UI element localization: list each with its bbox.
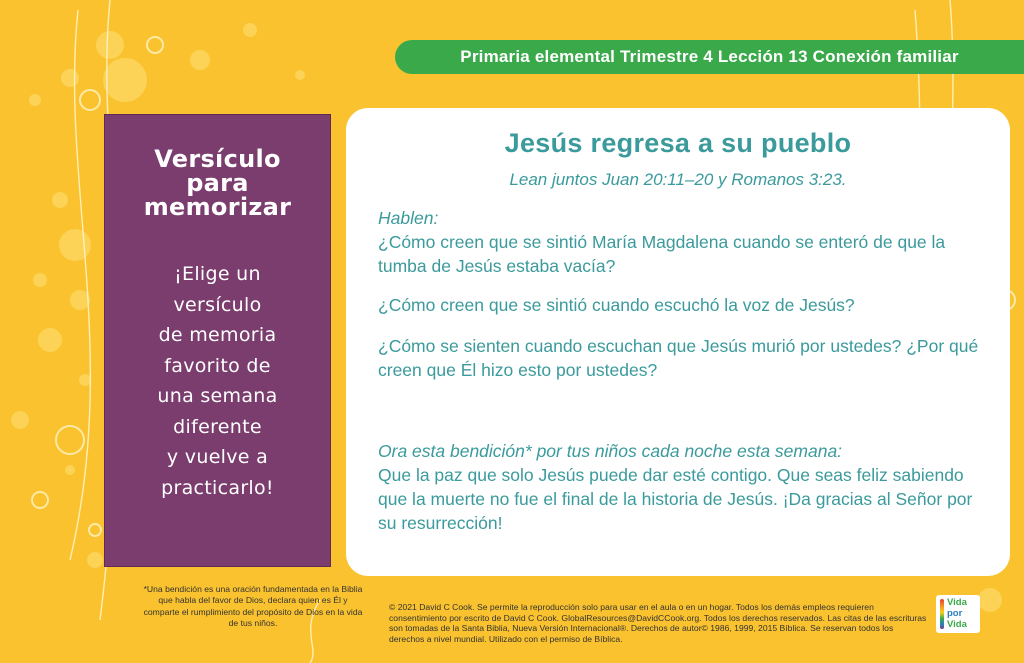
logo-line: Vida (947, 619, 967, 630)
blessing-text: Que la paz que solo Jesús puede dar esté contigo. Que seas feliz sabiendo que la muerte no fue el final de la historia de Jesús. ¡Da gracias al Señor por su resurrección! (378, 465, 973, 533)
vida-por-vida-logo (936, 595, 980, 633)
memory-body-line: versículo (173, 293, 262, 316)
reading-reference: Lean juntos Juan 20:11–20 y Romanos 3:23. (509, 170, 847, 189)
logo-line: por (947, 608, 963, 619)
logo-color-bar (940, 599, 944, 629)
lesson-title: Jesús regresa a su pueblo (504, 128, 852, 158)
blessing-label: Ora esta bendición* por tus niños cada noche esta semana: (378, 441, 843, 461)
blessing-footnote: *Una bendición es una oración fundamentada en la Biblia que habla del favor de Dios, declara quien es Él y comparte el rumplimiento del propósito de Dios en la vida de tus niños. (143, 584, 363, 628)
logo-line: Vida (947, 597, 967, 608)
memory-body-line: una semana (157, 385, 278, 407)
memory-body-line: y vuelve a (166, 446, 269, 468)
memory-title-line: para (186, 169, 249, 197)
discussion-question: ¿Cómo creen que se sintió María Magdalena cuando se enteró de que la tumba de Jesús estaba vacía? (378, 232, 946, 276)
memory-title-line: memorizar (143, 193, 292, 221)
memory-verse-instructions (105, 259, 330, 503)
lesson-content-card (346, 108, 1010, 576)
discussion-question: ¿Cómo creen que se sintió cuando escuchó la voz de Jesús? (378, 295, 855, 315)
memory-body-line: favorito de (164, 354, 271, 377)
memory-body-line: ¡Elige un (174, 263, 261, 285)
lesson-banner: Primaria elemental Trimestre 4 Lección 13 Conexión familiar (395, 40, 1024, 74)
memory-verse-title (105, 147, 330, 219)
memory-body-line: practicarlo! (161, 476, 274, 499)
logo-text (947, 597, 967, 630)
memory-body-line: diferente (173, 415, 262, 438)
copyright-notice: © 2021 David C Cook. Se permite la reproducción solo para usar en el aula o en un hogar. Todos los demás empleos requieren consentimiento por escrito de David C Cook. GlobalResources@DavidCCook.org. Todos los derechos reservados. Las citas de las escrituras son tomadas de la Santa Biblia, Nueva Versión Internacional®. Derechos de autor© 1986, 1999, 2015 Bíblica. Se reservan todos los derechos a nivel mundial. Utilizado con el permiso de Bíblica. (389, 602, 927, 644)
memory-verse-card (104, 114, 331, 567)
talk-label: Hablen: (378, 208, 439, 228)
memory-title-line: Versículo (154, 145, 281, 173)
discussion-question: ¿Cómo se sienten cuando escuchan que Jesús murió por ustedes? ¿Por qué creen que Él hizo esto por ustedes? (378, 336, 979, 380)
memory-body-line: de memoria (158, 324, 277, 346)
